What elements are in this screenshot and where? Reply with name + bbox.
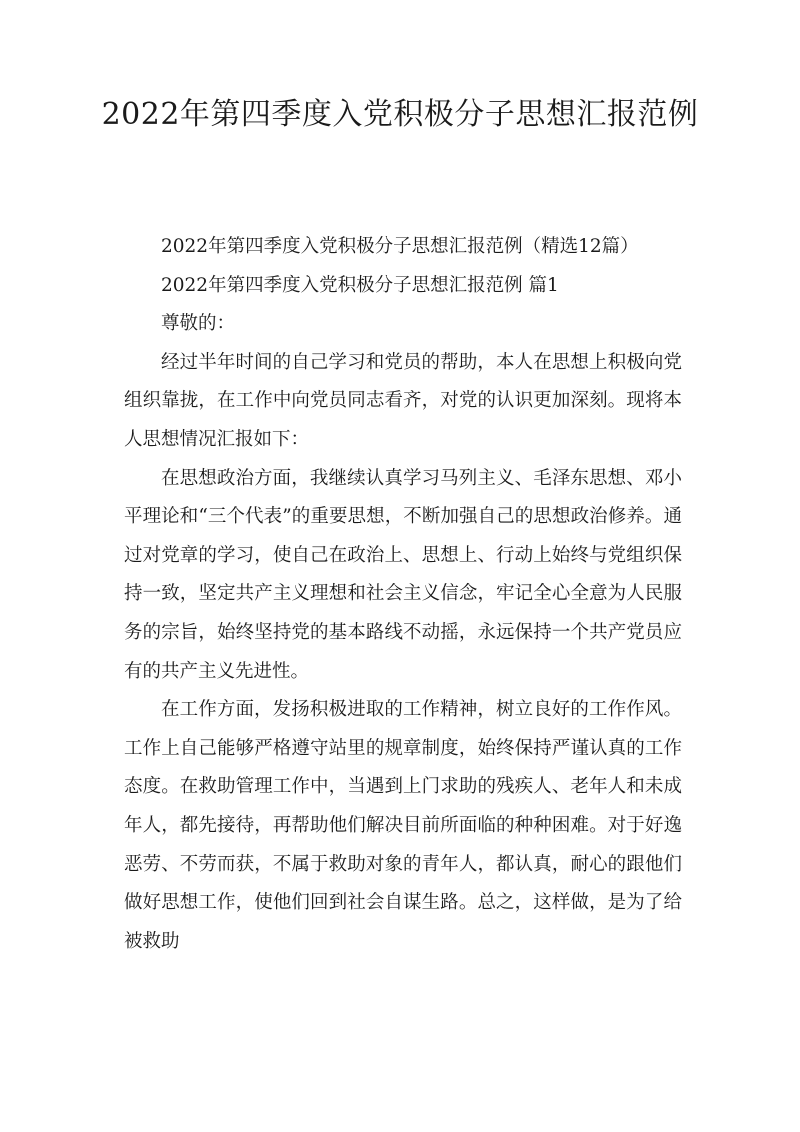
document-body [124,228,682,961]
paragraph-work: 在工作方面，发扬积极进取的工作精神，树立良好的工作作风。工作上自己能够严格遵守站里的规章制度，始终保持严谨认真的工作态度。在救助管理工作中，当遇到上门求助的残疾人、老年人和未成年人，都先接待，再帮助他们解决目前所面临的种种困难。对于好逸恶劳、不劳而获，不属于救助对象的青年人，都认真，耐心的跟他们做好思想工作，使他们回到社会自谋生路。总之，这样做，是为了给被救助 [124,699,682,952]
paragraph-subtitle: 2022年第四季度入党积极分子思想汇报范例（精选12篇） [161,236,639,257]
document-title: 2022年第四季度入党积极分子思想汇报范例 [101,97,699,132]
paragraph-intro: 经过半年时间的自己学习和党员的帮助，本人在思想上积极向党组织靠拢，在工作中向党员同志看齐，对党的认识更加深刻。现将本人思想情况汇报如下： [124,351,682,450]
paragraph-salutation: 尊敬的： [161,313,236,335]
paragraph-section-heading: 2022年第四季度入党积极分子思想汇报范例 篇1 [161,274,559,296]
paragraph-politics: 在思想政治方面，我继续认真学习马列主义、毛泽东思想、邓小平理论和“三个代表”的重要思想，不断加强自己的思想政治修养。通过对党章的学习，使自己在政治上、思想上、行动上始终与党组织保持一致，坚定共产主义理想和社会主义信念，牢记全心全意为人民服务的宗旨，始终坚持党的基本路线不动摇，永远保持一个共产党员应有的共产主义先进性。 [124,467,682,682]
